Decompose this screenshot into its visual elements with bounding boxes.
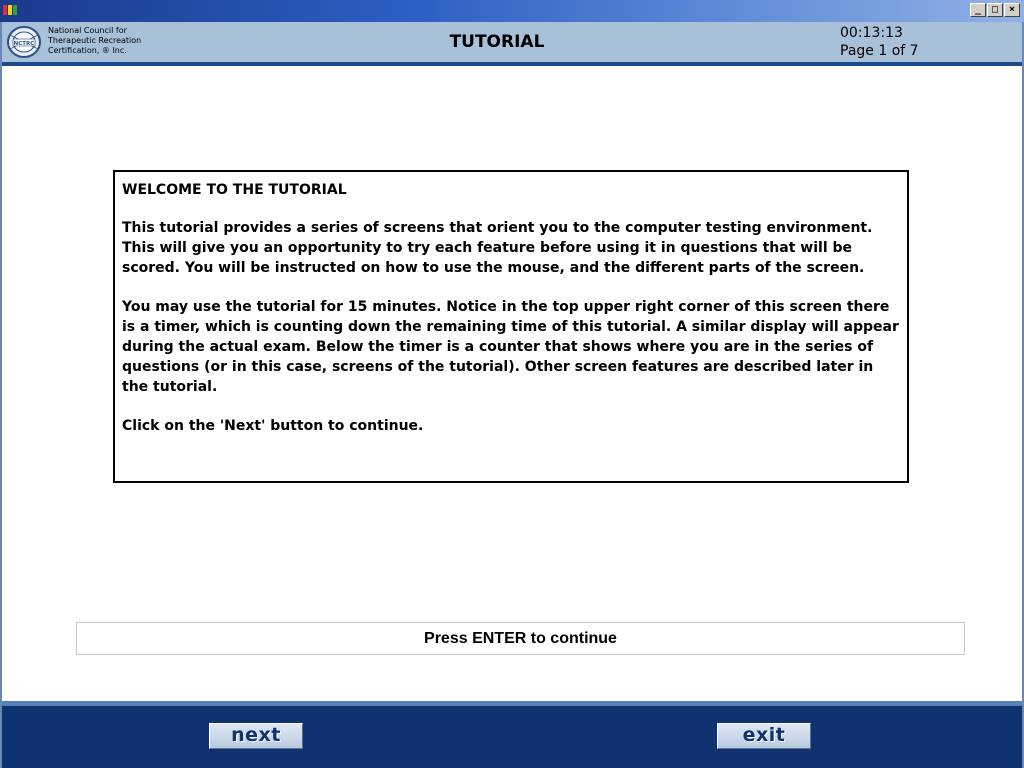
minimize-button[interactable]: _ [970, 3, 986, 17]
header-divider [2, 62, 1022, 66]
press-enter-prompt: Press ENTER to continue [76, 622, 965, 655]
content-paragraph-1: This tutorial provides a series of screens that orient you to the computer testing environment. This will give you an opportunity to try each feature before using it in questions that will be scored. You will be instructed on how to use the mouse, and the different parts of the screen. [122, 220, 873, 276]
exam-header [2, 22, 1022, 62]
window-titlebar [0, 0, 1024, 22]
tutorial-content-box [113, 170, 909, 483]
window-controls [970, 3, 1020, 17]
countdown-timer: 00:13:13 [840, 25, 903, 41]
org-name-line3: Certification, ® Inc. [48, 46, 127, 55]
frame-left-border [0, 22, 2, 768]
maximize-button[interactable]: □ [987, 3, 1003, 17]
page-counter: Page 1 of 7 [840, 43, 919, 59]
logo-text: NCTRC [13, 41, 35, 47]
exit-button[interactable]: exit [717, 723, 811, 749]
org-name-line1: National Council for [48, 26, 127, 35]
next-button[interactable]: next [209, 723, 303, 749]
page-title: TUTORIAL [449, 32, 545, 52]
navigation-footer [2, 706, 1022, 768]
org-name-line2: Therapeutic Recreation [48, 36, 142, 45]
content-paragraph-3: Click on the 'Next' button to continue. [122, 418, 424, 434]
content-heading: WELCOME TO THE TUTORIAL [122, 182, 347, 198]
content-paragraph-2: You may use the tutorial for 15 minutes. Notice in the top upper right corner of this screen there is a timer, which is counting down the remaining time of this tutorial. A similar display will appear during the actual exam. Below the timer is a counter that shows where you are in the series of questions (or in this case, screens of the tutorial). Other screen features are described later in the tutorial. [122, 299, 899, 395]
close-button[interactable]: × [1004, 3, 1020, 17]
app-icon [3, 5, 17, 15]
